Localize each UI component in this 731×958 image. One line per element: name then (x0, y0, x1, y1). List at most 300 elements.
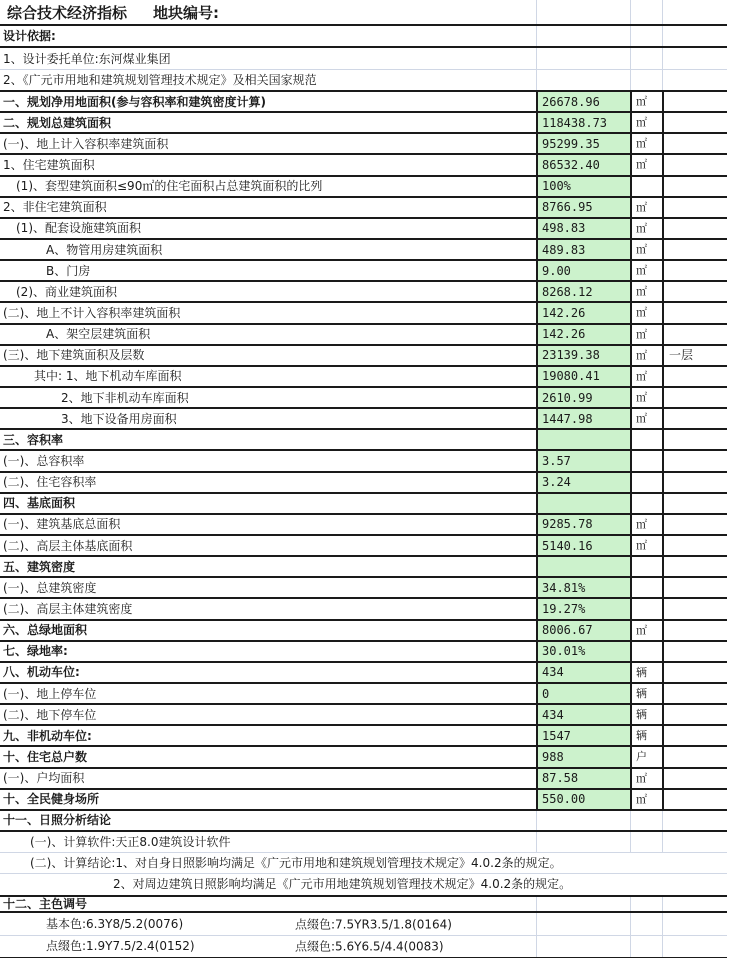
table-row (0, 325, 727, 346)
row-value: 988 (542, 749, 564, 764)
row-label[interactable] (0, 853, 727, 873)
row-label[interactable] (0, 811, 536, 830)
row-label[interactable] (0, 705, 536, 724)
row-unit-cell[interactable] (630, 92, 662, 111)
plot-number-label: 地块编号: (153, 3, 219, 22)
row-extra-cell[interactable] (662, 811, 727, 830)
row-unit-cell[interactable] (630, 155, 662, 174)
row-value: 19.27% (542, 601, 586, 616)
row-unit-cell[interactable] (630, 367, 662, 386)
row-unit-cell[interactable] (630, 578, 662, 597)
row-extra-cell[interactable] (662, 113, 727, 132)
row-label[interactable] (0, 897, 536, 911)
row-extra-cell[interactable] (662, 726, 727, 745)
row-unit-cell[interactable] (630, 219, 662, 238)
row-unit-cell[interactable] (630, 346, 662, 365)
row-extra-cell[interactable] (662, 832, 727, 852)
row-value: 8766.95 (542, 200, 593, 215)
row-unit-cell[interactable] (630, 936, 662, 957)
row-value-cell[interactable] (536, 113, 630, 132)
row-label-text: (二)、住宅容积率 (3, 475, 97, 490)
row-unit-cell[interactable] (630, 198, 662, 217)
row-value-cell[interactable] (536, 557, 630, 576)
row-value-cell[interactable] (536, 177, 630, 196)
row-unit-cell[interactable] (630, 663, 662, 682)
row-unit: ㎡ (636, 116, 647, 130)
row-label-text: 二、规划总建筑面积 (3, 115, 112, 130)
row-label-text: 四、基底面积 (3, 496, 76, 511)
row-unit: 辆 (636, 729, 647, 743)
row-value-cell[interactable] (536, 325, 630, 344)
row-extra-cell[interactable] (662, 177, 727, 196)
table-row (0, 134, 727, 155)
row-extra-cell[interactable] (662, 663, 727, 682)
row-extra-cell[interactable] (662, 913, 727, 935)
row-unit: 辆 (636, 687, 647, 700)
row-label[interactable] (0, 367, 536, 386)
row-value-cell[interactable] (536, 473, 630, 492)
row-label[interactable] (0, 747, 536, 766)
row-value: 498.83 (542, 221, 586, 236)
row-label-text: 十二、主色调号 (3, 896, 88, 911)
row-extra-cell[interactable] (662, 240, 727, 259)
row-value-cell[interactable] (536, 642, 630, 661)
table-row (0, 409, 727, 430)
row-label[interactable] (0, 473, 536, 492)
row-label[interactable] (0, 282, 536, 301)
row-unit-cell[interactable] (630, 811, 662, 830)
row-extra-cell[interactable] (662, 705, 727, 724)
row-value: 9.00 (542, 263, 571, 278)
row-value: 550.00 (542, 792, 586, 807)
row-label[interactable] (0, 642, 536, 661)
row-extra-cell[interactable] (662, 261, 727, 280)
row-label[interactable] (0, 494, 536, 513)
row-label-text: (二)、高层主体基底面积 (3, 538, 133, 553)
row-label-secondary: 点缀色:5.6Y6.5/4.4(0083) (295, 939, 444, 954)
row-unit-cell[interactable] (630, 177, 662, 196)
row-unit-cell[interactable] (630, 621, 662, 640)
row-unit-cell[interactable] (630, 515, 662, 534)
row-value-cell[interactable] (536, 134, 630, 153)
row-unit: ㎡ (636, 221, 647, 235)
row-label-text: 十、全民健身场所 (3, 792, 100, 807)
row-extra-cell[interactable] (662, 219, 727, 238)
table-row (0, 198, 727, 219)
row-extra-cell[interactable] (662, 897, 727, 911)
table-row (0, 936, 727, 958)
row-value-cell[interactable] (536, 578, 630, 597)
row-unit: 辆 (636, 665, 647, 679)
row-unit-cell[interactable] (630, 897, 662, 911)
row-extra-cell[interactable] (662, 769, 727, 788)
row-value: 8268.12 (542, 284, 593, 299)
row-label[interactable] (0, 134, 536, 153)
row-value: 19080.41 (542, 369, 600, 384)
table-row (0, 92, 727, 113)
row-extra-cell[interactable] (662, 536, 727, 555)
row-unit: ㎡ (636, 412, 647, 426)
row-label[interactable] (0, 430, 536, 449)
row-unit: ㎡ (636, 95, 647, 109)
row-unit: ㎡ (636, 517, 647, 531)
row-value: 2610.99 (542, 390, 593, 405)
row-label-text: (一)、建筑基底总面积 (3, 517, 121, 532)
row-value: 434 (542, 665, 564, 680)
row-label[interactable] (0, 303, 536, 322)
row-unit-cell[interactable] (630, 409, 662, 428)
row-extra-cell[interactable] (662, 70, 727, 90)
table-row (0, 663, 727, 684)
row-extra-cell[interactable] (662, 747, 727, 766)
row-label-text: 十一、日照分析结论 (3, 813, 112, 828)
row-label-secondary: 点缀色:7.5YR3.5/1.8(0164) (295, 917, 452, 932)
row-label-text: 2、地下非机动车库面积 (61, 390, 189, 405)
row-unit-cell[interactable] (630, 473, 662, 492)
row-label-text: 2、对周边建筑日照影响均满足《广元市用地建筑规划管理技术规定》4.0.2条的规定。 (113, 877, 572, 892)
row-label-text: 1、住宅建筑面积 (3, 157, 95, 172)
row-extra-cell[interactable] (662, 515, 727, 534)
row-extra-cell[interactable] (662, 198, 727, 217)
row-value-cell[interactable] (536, 367, 630, 386)
row-value: 87.58 (542, 771, 579, 786)
row-unit: ㎡ (636, 623, 647, 637)
row-value-cell[interactable] (536, 219, 630, 238)
row-label-text: B、门房 (46, 263, 91, 278)
row-value: 100% (542, 179, 571, 194)
row-unit-cell[interactable] (630, 303, 662, 322)
row-unit-cell[interactable] (630, 536, 662, 555)
row-unit: ㎡ (636, 264, 647, 278)
row-unit: ㎡ (636, 137, 647, 151)
row-unit-cell[interactable] (630, 134, 662, 153)
row-value-cell[interactable] (536, 536, 630, 555)
row-label[interactable] (0, 874, 727, 895)
row-extra-cell[interactable] (662, 48, 727, 69)
table-row (0, 515, 727, 536)
table-row (0, 557, 727, 578)
row-value-cell[interactable] (536, 388, 630, 407)
row-unit-cell[interactable] (630, 747, 662, 766)
table-row (0, 430, 727, 451)
table-body (0, 26, 731, 958)
row-unit: ㎡ (636, 327, 647, 341)
row-label[interactable] (0, 536, 536, 555)
table-row (0, 219, 727, 240)
row-unit-cell[interactable] (630, 832, 662, 852)
row-unit-cell[interactable] (630, 430, 662, 449)
row-value: 1547 (542, 728, 571, 743)
row-unit-cell[interactable] (630, 325, 662, 344)
table-row (0, 367, 727, 388)
row-unit-cell[interactable] (630, 705, 662, 724)
row-label[interactable] (0, 70, 536, 90)
table-row (0, 240, 727, 261)
table-row (0, 155, 727, 176)
row-label[interactable] (0, 790, 536, 809)
row-unit-cell[interactable] (630, 282, 662, 301)
row-label-text: (1)、配套设施建筑面积 (16, 221, 141, 236)
row-unit-cell[interactable] (630, 240, 662, 259)
row-unit-cell[interactable] (630, 769, 662, 788)
row-extra-cell[interactable] (662, 642, 727, 661)
row-unit: ㎡ (636, 391, 647, 405)
row-value: 95299.35 (542, 136, 600, 151)
row-value-cell[interactable] (536, 769, 630, 788)
row-value-cell[interactable] (536, 599, 630, 618)
row-unit-cell[interactable] (630, 913, 662, 935)
row-unit: ㎡ (636, 306, 647, 320)
table-row (0, 282, 727, 303)
row-extra-cell[interactable] (662, 303, 727, 322)
row-value-cell[interactable] (536, 913, 630, 935)
row-label[interactable] (0, 663, 536, 682)
row-unit: ㎡ (636, 200, 647, 214)
table-row (0, 346, 727, 367)
row-value-cell[interactable] (536, 26, 630, 46)
row-label-text: 一、规划净用地面积(参与容积率和建筑密度计算) (3, 94, 266, 109)
row-extra-cell[interactable] (662, 599, 727, 618)
row-unit-cell[interactable] (630, 451, 662, 470)
row-label-text: 五、建筑密度 (3, 559, 76, 574)
row-label[interactable] (0, 26, 536, 46)
row-unit: ㎡ (636, 158, 647, 172)
row-value-cell[interactable] (536, 897, 630, 911)
row-unit-cell[interactable] (630, 48, 662, 69)
row-unit-cell[interactable] (630, 70, 662, 90)
title-extra-cell[interactable] (662, 0, 727, 24)
row-label[interactable] (0, 557, 536, 576)
row-extra-cell[interactable] (662, 92, 727, 111)
row-value: 30.01% (542, 644, 586, 659)
table-row (0, 874, 727, 897)
row-label[interactable] (0, 346, 536, 365)
row-value-cell[interactable] (536, 832, 630, 852)
row-unit-cell[interactable] (630, 557, 662, 576)
row-value: 434 (542, 707, 564, 722)
row-unit-cell[interactable] (630, 790, 662, 809)
row-value-cell[interactable] (536, 811, 630, 830)
row-label-text: 2、非住宅建筑面积 (3, 200, 107, 215)
row-label-text: (二)、地上不计入容积率建筑面积 (3, 305, 181, 320)
row-unit-cell[interactable] (630, 726, 662, 745)
table-row (0, 473, 727, 494)
row-label-text: 2、《广元市用地和建筑规划管理技术规定》及相关国家规范 (3, 73, 317, 87)
row-value-cell[interactable] (536, 790, 630, 809)
row-value-cell[interactable] (536, 936, 630, 957)
row-extra-cell[interactable] (662, 282, 727, 301)
table-row (0, 48, 727, 70)
row-label-text: (2)、商业建筑面积 (16, 284, 117, 299)
row-label-text: 1、设计委托单位:东河煤业集团 (3, 51, 171, 66)
row-unit-cell[interactable] (630, 261, 662, 280)
table-row (0, 494, 727, 515)
row-label-text: 三、容积率 (3, 432, 64, 447)
row-label-text: (三)、地下建筑面积及层数 (3, 348, 145, 363)
table-row (0, 705, 727, 726)
row-label[interactable] (0, 936, 536, 957)
row-extra-cell[interactable] (662, 557, 727, 576)
row-label-text: A、架空层建筑面积 (46, 327, 151, 342)
row-value-cell[interactable] (536, 303, 630, 322)
row-value: 23139.38 (542, 348, 600, 363)
row-label[interactable] (0, 155, 536, 174)
row-value: 1447.98 (542, 411, 593, 426)
table-row (0, 853, 727, 874)
row-label[interactable] (0, 48, 536, 69)
row-label-text: (一)、地上计入容积率建筑面积 (3, 136, 169, 151)
row-label-text: (一)、计算软件:天正8.0建筑设计软件 (30, 834, 231, 849)
row-value-cell[interactable] (536, 747, 630, 766)
sheet-title: 综合技术经济指标 (7, 3, 128, 22)
row-unit-cell[interactable] (630, 26, 662, 46)
row-extra-cell[interactable] (662, 346, 727, 365)
row-unit-cell[interactable] (630, 388, 662, 407)
row-value-cell[interactable] (536, 726, 630, 745)
row-label-text: (二)、地下停车位 (3, 707, 97, 722)
row-value-cell[interactable] (536, 451, 630, 470)
row-value-cell[interactable] (536, 240, 630, 259)
title-unit-cell[interactable] (630, 0, 662, 24)
table-row (0, 642, 727, 663)
row-label[interactable] (0, 240, 536, 259)
row-value-cell[interactable] (536, 705, 630, 724)
row-unit: ㎡ (636, 243, 647, 257)
row-label-text: (二)、计算结论:1、对自身日照影响均满足《广元市用地和建筑规划管理技术规定》4.0.2条的规定。 (30, 855, 562, 870)
row-extra-cell[interactable] (662, 473, 727, 492)
row-label-text: 九、非机动车位: (3, 728, 92, 743)
row-extra-cell[interactable] (662, 578, 727, 597)
row-unit-cell[interactable] (630, 684, 662, 703)
table-row (0, 536, 727, 557)
row-extra-cell[interactable] (662, 134, 727, 153)
row-label-text: 八、机动车位: (3, 665, 80, 680)
row-value-cell[interactable] (536, 282, 630, 301)
row-value-cell[interactable] (536, 155, 630, 174)
table-row (0, 832, 727, 853)
row-label-text: 点缀色:1.9Y7.5/2.4(0152) (46, 939, 195, 954)
table-row (0, 261, 727, 282)
row-extra-cell[interactable] (662, 155, 727, 174)
row-extra-cell[interactable] (662, 409, 727, 428)
row-label-text: (一)、总容积率 (3, 453, 85, 468)
row-unit-cell[interactable] (630, 113, 662, 132)
row-extra-cell[interactable] (662, 451, 727, 470)
row-extra-cell[interactable] (662, 936, 727, 957)
row-value-cell[interactable] (536, 261, 630, 280)
row-label[interactable] (0, 578, 536, 597)
row-label[interactable] (0, 198, 536, 217)
table-row (0, 769, 727, 790)
row-label[interactable] (0, 599, 536, 618)
row-unit-cell[interactable] (630, 494, 662, 513)
row-value-cell[interactable] (536, 621, 630, 640)
row-label[interactable] (0, 684, 536, 703)
row-label[interactable] (0, 325, 536, 344)
row-value-cell[interactable] (536, 70, 630, 90)
row-extra-cell[interactable] (662, 430, 727, 449)
table-row (0, 70, 727, 92)
row-label-text: 基本色:6.3Y8/5.2(0076) (46, 916, 184, 931)
table-row (0, 303, 727, 324)
row-label[interactable] (0, 515, 536, 534)
row-extra-cell[interactable] (662, 494, 727, 513)
row-value: 3.57 (542, 453, 571, 468)
row-label[interactable] (0, 92, 536, 111)
row-extra-cell[interactable] (662, 621, 727, 640)
row-value-cell[interactable] (536, 409, 630, 428)
row-label[interactable] (0, 409, 536, 428)
row-label[interactable] (0, 621, 536, 640)
table-row (0, 747, 727, 768)
row-unit-cell[interactable] (630, 599, 662, 618)
row-value-cell[interactable] (536, 92, 630, 111)
row-label-text: 设计依据: (3, 29, 56, 43)
title-value-cell[interactable] (536, 0, 630, 24)
row-value: 142.26 (542, 305, 586, 320)
row-value: 142.26 (542, 327, 586, 342)
row-value: 26678.96 (542, 94, 600, 109)
row-label-text: 3、地下设备用房面积 (61, 411, 177, 426)
row-extra-cell[interactable] (662, 684, 727, 703)
row-unit: ㎡ (636, 348, 647, 362)
row-unit: 户 (636, 750, 647, 764)
row-label[interactable] (0, 451, 536, 470)
row-label[interactable] (0, 726, 536, 745)
table-row (0, 726, 727, 747)
title-cell[interactable] (0, 0, 536, 24)
row-unit: ㎡ (636, 539, 647, 553)
row-label-text: 六、总绿地面积 (3, 623, 88, 638)
row-value-cell[interactable] (536, 198, 630, 217)
row-extra-cell[interactable] (662, 367, 727, 386)
row-label[interactable] (0, 113, 536, 132)
row-label-text: 其中: 1、地下机动车库面积 (34, 369, 182, 384)
row-label[interactable] (0, 177, 536, 196)
row-unit: 辆 (636, 708, 647, 722)
row-extra-cell[interactable] (662, 26, 727, 46)
row-extra-cell[interactable] (662, 790, 727, 809)
row-value-cell[interactable] (536, 48, 630, 69)
table-row (0, 578, 727, 599)
row-extra-cell[interactable] (662, 325, 727, 344)
row-label-text: A、物管用房建筑面积 (46, 242, 163, 257)
row-unit: ㎡ (636, 792, 647, 806)
row-label-text: (一)、总建筑密度 (3, 580, 97, 595)
row-label[interactable] (0, 769, 536, 788)
row-label[interactable] (0, 913, 536, 935)
row-value-cell[interactable] (536, 430, 630, 449)
row-extra-cell[interactable] (662, 388, 727, 407)
row-value: 86532.40 (542, 157, 600, 172)
row-label[interactable] (0, 219, 536, 238)
row-value: 118438.73 (542, 115, 608, 130)
row-value-cell[interactable] (536, 663, 630, 682)
row-unit-cell[interactable] (630, 642, 662, 661)
table-row (0, 26, 727, 48)
row-value-cell[interactable] (536, 684, 630, 703)
table-row (0, 113, 727, 134)
row-label[interactable] (0, 261, 536, 280)
row-label[interactable] (0, 388, 536, 407)
row-value-cell[interactable] (536, 494, 630, 513)
table-row (0, 621, 727, 642)
row-value: 8006.67 (542, 623, 593, 638)
row-value-cell[interactable] (536, 515, 630, 534)
row-value: 489.83 (542, 242, 586, 257)
row-value-cell[interactable] (536, 346, 630, 365)
row-label[interactable] (0, 832, 536, 852)
